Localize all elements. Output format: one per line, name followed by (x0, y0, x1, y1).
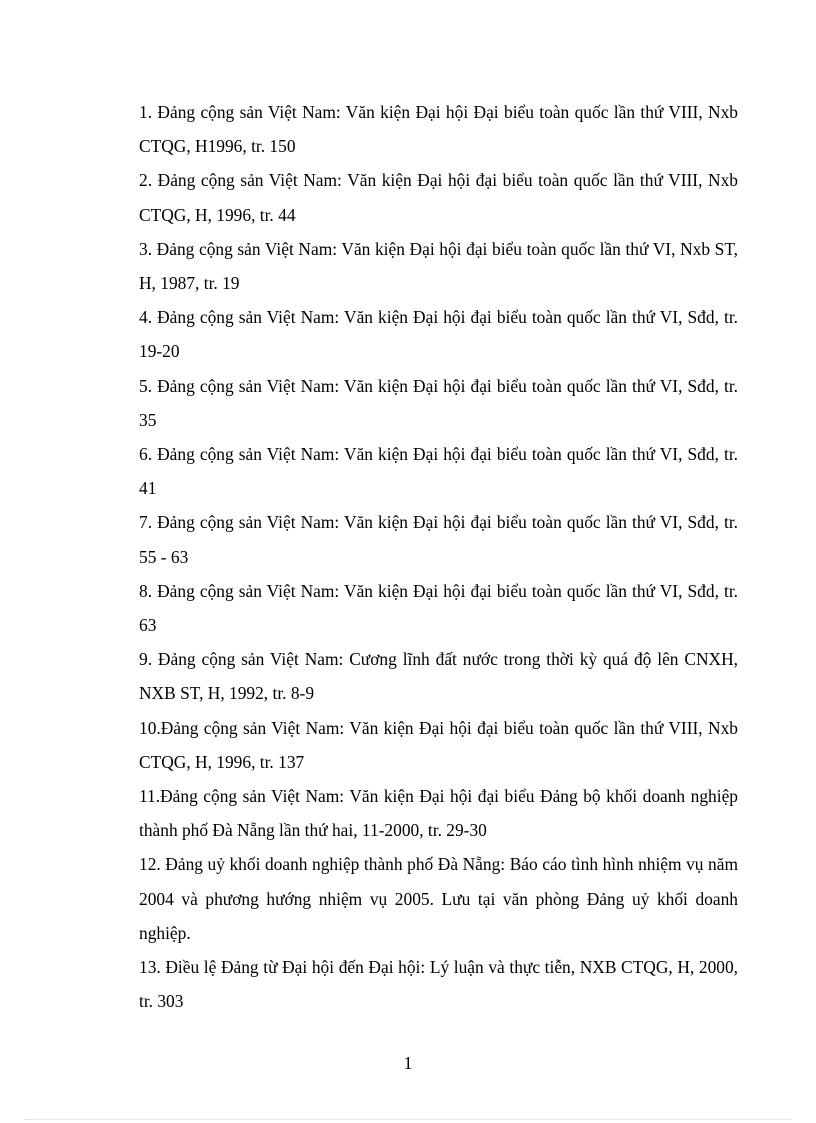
reference-item: 9. Đảng cộng sản Việt Nam: Cương lĩnh đất nước trong thời kỳ quá độ lên CNXH, NXB ST, H, 1992, tr. 8-9 (139, 649, 738, 704)
page-number: 1 (403, 1053, 413, 1073)
reference-item: 2. Đảng cộng sản Việt Nam: Văn kiện Đại hội đại biểu toàn quốc lần thứ VIII, Nxb CTQG, H, 1996, tr. 44 (139, 170, 738, 225)
reference-item: 10.Đảng cộng sản Việt Nam: Văn kiện Đại hội đại biểu toàn quốc lần thứ VIII, Nxb CTQG, H, 1996, tr. 137 (139, 717, 738, 772)
reference-item: 3. Đảng cộng sản Việt Nam: Văn kiện Đại hội đại biểu toàn quốc lần thứ VI, Nxb ST, H, 1987, tr. 19 (139, 238, 738, 294)
reference-item: 4. Đảng cộng sản Việt Nam: Văn kiện Đại hội đại biểu toàn quốc lần thứ VI, Sđd, tr. 19-20 (139, 307, 738, 362)
reference-item: 11.Đảng cộng sản Việt Nam: Văn kiện Đại hội đại biểu Đảng bộ khối doanh nghiệp thành phố Đà Nẵng lần thứ hai, 11-2000, tr. 29-30 (139, 786, 738, 841)
reference-item: 6. Đảng cộng sản Việt Nam: Văn kiện Đại hội đại biểu toàn quốc lần thứ VI, Sđd, tr. 41 (139, 444, 738, 499)
reference-item: 5. Đảng cộng sản Việt Nam: Văn kiện Đại hội đại biểu toàn quốc lần thứ VI, Sđd, tr. 35 (139, 375, 738, 430)
reference-item: 12. Đảng uỷ khối doanh nghiệp thành phố Đà Nẵng: Báo cáo tình hình nhiệm vụ năm 2004 và phương hướng nhiệm vụ 2005. Lưu tại văn phòng Đảng uỷ khối doanh nghiệp. (139, 854, 738, 943)
page-bottom-divider (24, 1119, 792, 1120)
reference-item: 8. Đảng cộng sản Việt Nam: Văn kiện Đại hội đại biểu toàn quốc lần thứ VI, Sđd, tr. 63 (139, 580, 738, 636)
reference-item: 13. Điều lệ Đảng từ Đại hội đến Đại hội: Lý luận và thực tiễn, NXB CTQG, H, 2000, tr. 303 (139, 957, 738, 1012)
reference-item: 7. Đảng cộng sản Việt Nam: Văn kiện Đại hội đại biểu toàn quốc lần thứ VI, Sđd, tr. 55 - 63 (139, 512, 738, 567)
reference-list (139, 95, 738, 1018)
reference-item: 1. Đảng cộng sản Việt Nam: Văn kiện Đại hội Đại biểu toàn quốc lần thứ VIII, Nxb CTQG, H1996, tr. 150 (139, 102, 738, 157)
